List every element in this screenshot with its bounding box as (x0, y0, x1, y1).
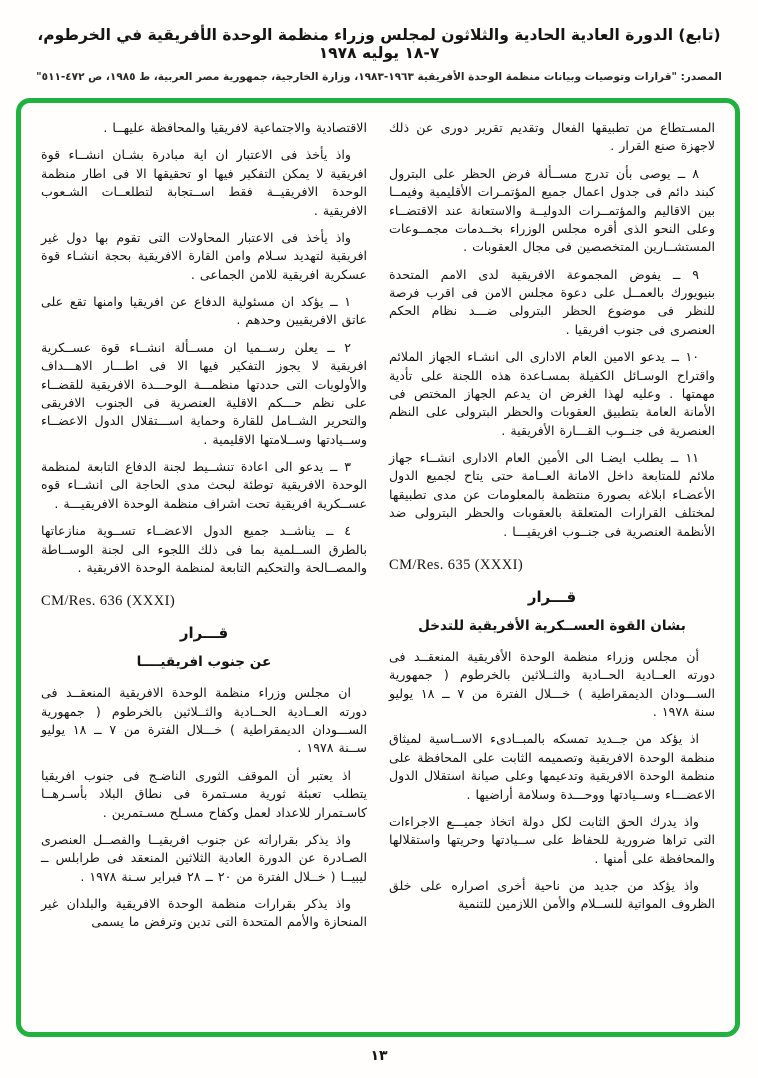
page-number: ١٣ (370, 1048, 388, 1064)
body-paragraph: ١ ــ يؤكد ان مسئولية الدفاع عن افريقيا وامنها تقع على عاتق الافريقيين وحدهم . (41, 294, 367, 328)
resolution-subject: بشان القوة العســكرية الأفريقية للتدخل (418, 617, 686, 634)
page-header (20, 26, 738, 83)
body-paragraph: ان مجلس وزراء منظمة الوحدة الافريقية المنعقــد فى دورته العــادية الحــادية والثــلاثين بالخرطوم ( جمهورية الســـودان الديمقراطية ) خـــلال الفترة من ٧ ــ ١٨ يوليو ســنة ١٩٧٨ . (41, 685, 367, 756)
body-paragraph: واذ يذكر بقرارات منظمة الوحدة الافريقية والبلدان غير المنحازة والأمم المتحدة التى تدين وترفض ما يسمى (41, 896, 367, 930)
body-paragraph: واذ يأخذ فى الاعتبار ان اية مبادرة بشـان انشــاء قوة افريقية لا يمكن التفكير فيها او تحقيقها الا فى اطار منظمة الوحدة الافريقيــة فقط اســتجابة لتطلعــات الشـعوب الافريقية . (41, 147, 367, 218)
body-paragraph: واذ يأخذ فى الاعتبار المحاولات التى تقوم بها دول غير افريقية لتهديد سـلام وامن القارة الافريقية بحجة انشـاء قوة عسكرية افريقية للامن الجماعى . (41, 229, 367, 282)
body-paragraph: المسـتطاع من تطبيقها الفعال وتقديم تقرير دورى عن ذلك لاجهزة صنع القرار . (389, 120, 715, 154)
body-paragraph: ٤ ــ يناشــد جميع الدول الاعضــاء تســوية منازعاتها بالطرق الســلمية بما فى ذلك اللجوء الى لجنة الوســاطة والمصــالحة والتحكيم التابعة لمنظمة الوحدة الافريقية . (41, 523, 367, 575)
columns-container (41, 119, 715, 1022)
body-paragraph: واذ يؤكد من جديد من ناحية أخرى اصراره على خلق الظروف المواتية للســلام والأمن اللازمين للتنمية (389, 878, 715, 912)
body-paragraph: الاقتصادية والاجتماعية لافريقيا والمحافظة عليهــا . (103, 120, 367, 135)
document-frame (16, 98, 740, 1037)
body-paragraph: واذ يذكر بقراراته عن جنوب افريقيــا والفصــل العنصرى الصـادرة عن الدورة العادية الثلاثين المنعقد فى طرابلس ــ ليبيــا ( خــلال الفترة من ٢٠ ــ ٢٨ فبراير سـنة ١٩٧٨ . (41, 831, 367, 884)
source-line: المصدر: "قرارات وتوصيات وبيانات منظمة الوحدة الأفريقية ١٩٦٣-١٩٨٣، وزارة الخارجية، جمهورية مصر العربية، ط ١٩٨٥، ص ٤٧٢-٥١١" (36, 71, 722, 83)
body-paragraph: ١١ ــ يطلب ايضـا الى الأمين العام الادارى انشــاء جهاز ملائم للمتابعة داخل الامانة العــامة حتى يتاح لجميع الدول الأعضـاء ابلاغه بصورة منتظمة بالمعلومات عن مدى تطبيقها لمختلف القرارات المتعلقة بالعقوبات والحظر البترولى ضد الأنظمة العنصرية فى جنــوب افريقيـــا . (389, 450, 715, 539)
body-paragraph: ٣ ــ يدعو الى اعادة تنشــيط لجنة الدفاع التابعة لمنظمة الوحدة الافريقية توطئة لبحث مدى الحاجة الى انشــاء قوه عســكرية افريقية تحت اشراف منظمة الوحدة الافريقيـــة . (41, 459, 367, 511)
column-right (389, 119, 715, 1022)
resolution-heading: قـــرار (179, 624, 229, 643)
body-paragraph: أن مجلس وزراء منظمة الوحدة الأفريقية المنعقــد فى دورته العــادية الحــادية والثــلاثين بالخرطوم ( جمهورية الســـودان الديمقراطية ) خـــلال الفترة من ٧ ــ ١٨ يوليو سنة ١٩٧٨ . (389, 648, 715, 719)
body-paragraph: ٨ ــ يوصى بأن تدرج مســألة فرض الحظر على البترول كبند دائم فى جدول اعمال جميع المؤتمـرات الأقليمية وفيمــا بين الاقاليم والمؤتمــرات الدوليــة والاستعانة عند الاقتضــاء وعلى النحو الذى أقره مجلس الوزراء بخــدمات مجمــوعات المستشــارين المتخصصين فى مجال العقوبات . (389, 165, 715, 255)
body-paragraph: اذ يعتبر أن الموقف الثورى الناضـج فى جنوب افريقيا يتطلب تعبئة ثورية مسـتمرة فى نطاق البلاد بأسـرهــا كاسـتمرار للاعداد لعمل وكفاح مسـلح مسـتمرين . (41, 767, 367, 820)
resolution-code: CM/Res. 635 (XXXI) (389, 556, 524, 573)
body-paragraph: واذ يدرك الحق الثابت لكل دولة اتخاذ جميـــع الاجراءات التى تراها ضرورية للحفاظ على ســيادتها وحريتها واستقلالها والمحافظة على أمنها . (389, 813, 715, 866)
resolution-heading: قـــرار (527, 587, 577, 606)
body-paragraph: ٢ ــ يعلن رســميا ان مســألة انشــاء قوة عســكرية افريقية لا يجوز التفكير فيها الا فى اطـــار الاهـــداف والأولويات التى حددتها منظمـــة الوحـــدة الافريقية للقضــاء على نظم حـــكم الاقلية العنصرية فى الجنوب الافريقى والتحرير الشــامل للقارة وحماية اســـتقلال الدول الاعضــاء وســيادتها وســلامتها الاقليمية . (41, 339, 367, 447)
body-paragraph: ١٠ ــ يدعو الامين العام الادارى الى انشـاء الجهاز الملائم واقتراح الوسـائل الكفيلة بمسـاعدة هذه اللجنة على تأدية مهمتها . وعليه لهذا الغرض ان يدعم الجهاز المختص فى الأمانة العامة بتطبيق العقوبات والحظر البترولى على النظم العنصرية فى جنــوب القـــارة الأفريقية . (389, 349, 715, 438)
resolution-code: CM/Res. 636 (XXXI) (41, 593, 176, 610)
body-paragraph: اذ يؤكد من جــديد تمسكه بالمبــادىء الاســاسية لميثاق منظمة الوحدة الافريقية وتصميمه الثابت على المحافظة على منظمة الوحدة الافريقية وتدعيمها وعلى صيانة استقلال الدول الاعضـــاء وســيادتها ووحـــدة وسلامة أراضيها . (389, 731, 715, 802)
session-title: (تابع) الدورة العادية الحادية والثلاثون لمجلس وزراء منظمة الوحدة الأفريقية في الخرطوم، ٧-١٨ يوليه ١٩٧٨ (37, 26, 721, 62)
resolution-subject: عن جنوب افريقيــــا (136, 654, 272, 671)
column-left (41, 119, 367, 1022)
body-paragraph: ٩ ــ يفوض المجموعة الافريقية لدى الامم المتحدة بنيويورك بالعمــل على دعوة مجلس الامن فى اقرب فرصة للنظر فى موضوع الحظر البترولى ضـــد نظام الحكم العنصرى فى جنوب افريقيا . (389, 266, 715, 337)
